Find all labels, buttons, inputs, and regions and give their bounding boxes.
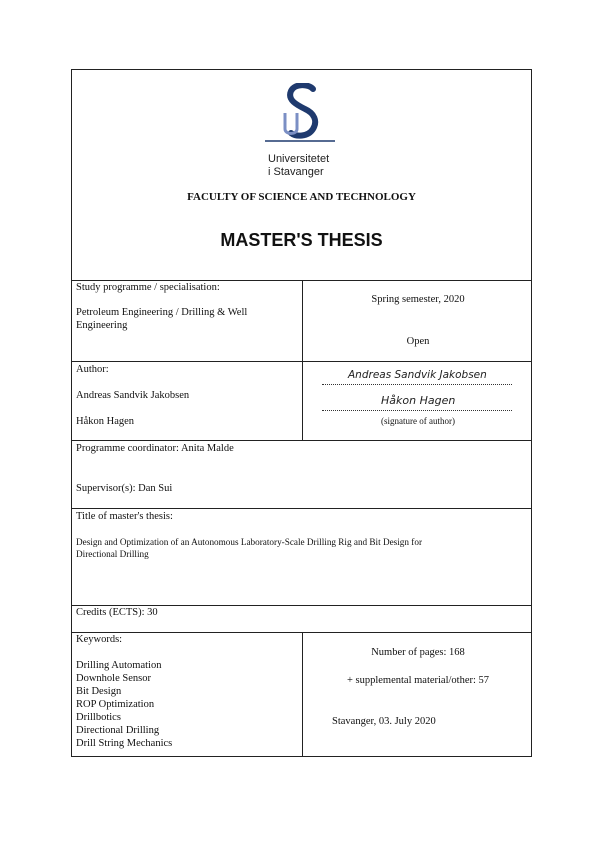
thesis-cover-form (71, 69, 532, 757)
logo-s-glyph (290, 85, 315, 136)
place-and-date: Stavanger, 03. July 2020 (332, 716, 436, 727)
programme-coordinator: Programme coordinator: Anita Malde (76, 443, 234, 454)
author-name: Andreas Sandvik Jakobsen (76, 390, 190, 401)
keywords-label: Keywords: (76, 634, 123, 645)
thesis-title-label: Title of master's thesis: (76, 511, 173, 522)
thesis-title-line1: Design and Optimization of an Autonomous Laboratory-Scale Drilling Rig and Bit Design for (76, 537, 423, 547)
signature-line (322, 384, 512, 385)
signature-line (322, 410, 512, 411)
supervisor: Supervisor(s): Dan Sui (76, 483, 173, 494)
semester: Spring semester, 2020 (371, 294, 465, 305)
divider (72, 440, 531, 441)
keyword-item: Drillbotics (76, 712, 121, 723)
university-line2: i Stavanger (268, 165, 324, 178)
keyword-item: Directional Drilling (76, 725, 160, 736)
keyword-item: Drilling Automation (76, 660, 162, 671)
number-of-pages: Number of pages: 168 (371, 647, 465, 658)
signature-caption: (signature of author) (381, 416, 455, 426)
keyword-item: Bit Design (76, 686, 122, 697)
divider (72, 605, 531, 606)
keyword-item: Downhole Sensor (76, 673, 151, 684)
university-logo (265, 83, 335, 145)
author-label: Author: (76, 364, 109, 375)
faculty-heading: FACULTY OF SCIENCE AND TECHNOLOGY (187, 191, 416, 203)
study-value-line2: Engineering (76, 320, 128, 331)
author-signature: Håkon Hagen (381, 394, 456, 407)
supplemental-pages: + supplemental material/other: 57 (346, 675, 490, 686)
keyword-item: Drill String Mechanics (76, 738, 173, 749)
university-name (268, 153, 338, 178)
study-value-line1: Petroleum Engineering / Drilling & Well (76, 307, 248, 318)
keyword-item: ROP Optimization (76, 699, 155, 710)
access-status: Open (406, 336, 430, 347)
study-label: Study programme / specialisation: (76, 282, 220, 293)
divider (72, 508, 531, 509)
credits: Credits (ECTS): 30 (76, 607, 158, 618)
author-name: Håkon Hagen (76, 416, 135, 427)
university-line1: Universitetet (268, 153, 330, 165)
document-title: MASTER'S THESIS (220, 230, 383, 250)
thesis-title-line2: Directional Drilling (76, 549, 149, 559)
author-signature: Andreas Sandvik Jakobsen (348, 369, 487, 381)
